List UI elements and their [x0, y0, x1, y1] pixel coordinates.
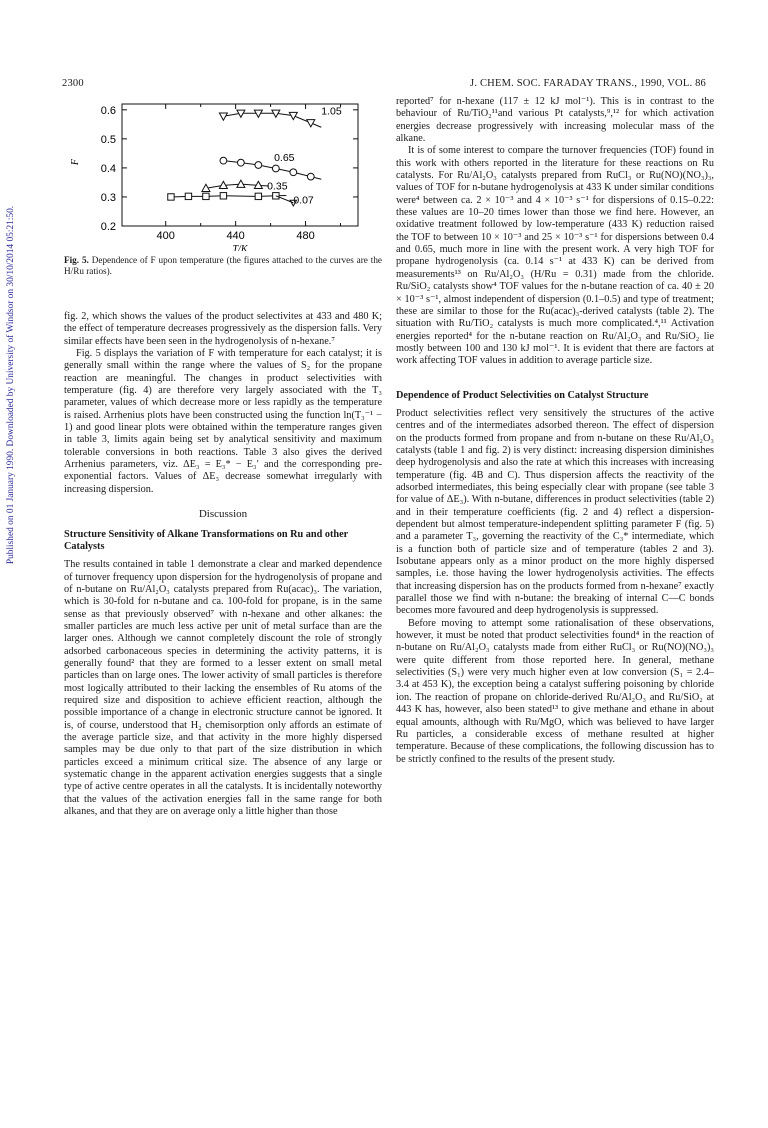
caption-text: Dependence of F upon temperature (the figures attached to the curves are the H/Ru ratios). [64, 255, 382, 276]
caption-label: Fig. 5. [64, 255, 89, 265]
x-tick-label: 440 [226, 230, 245, 242]
figure-caption [64, 255, 382, 277]
data-point [255, 193, 261, 199]
right-paragraph-3: Product selectivities reflect very sensitively the structures of the active centres and of the intermediates adsorbed thereon. The effect of dispersion on the products formed from propane and from n-butane on these Ru/Al₂O₃ catalysts (table 1 and fig. 2) is very distinct: increasing dispersion diminishes deep hydrogenolysis and also the rate at which this increases with increasing temperature (fig. 4B and C). Thus dispersion affects the reactivity of the adsorbed intermediates, this being especially clear with propane (see table 3 for value of ΔE₃). With n-butane, differences in product selectivities (table 2) and in their temperature coefficients (fig. 2 and 4) reflect a dispersion-dependent but almost temperature-independent splitting parameter F (fig. 5) and a parameter T₃, governing the reactivity of the C₃* intermediate, which is a function both of particle size and of temperature (tables 2 and 3). Isobutane appears only as a minor product on the more highly dispersed samples, i.e. those having the lower hydrogenolysis activities. The effects that increasing dispersion has on the products formed from n-hexane⁷ exactly parallel those we find with n-butane: the breaking of internal C—C bonds becomes more favoured and deep hydrogenolysis is suppressed. [396, 407, 714, 617]
data-point [307, 120, 315, 127]
x-tick-label: 400 [156, 230, 175, 242]
figure-5 [64, 96, 382, 251]
left-column [64, 96, 382, 818]
left-paragraph-3: The results contained in table 1 demonstrate a clear and marked dependence of turnover frequency upon dispersion for the hydrogenolysis of propane and of n-butane on Ru/Al₂O₃ catalysts prepared from Ru(acac)₃. The variation, which is 30-fold for n-butane and ca. 100-fold for propane, is in the same sense as that previously observed⁷ with n-hexane and other alkanes: the smaller particles are much less active per unit of metal surface than are the larger ones. Although we cannot completely discount the role of strongly adsorbed carbonaceous species in determining the activity patterns, it is generally found² that they are formed to a lesser extent on small metal particles than on large ones. The lower activity of small particles is therefore most logically attributed to their lacking the ensembles of Ru atoms of the required size and disposition to achieve efficient reaction, although the possible importance of a change in electronic structure cannot be ignored. It is, of course, understood that H₂ chemisorption only affords an estimate of the average particle size, and that activity in the more highly dispersed samples may be due only to that part of the size distribution in which particles exceed a minimum critical size. The absence of any large or systematic change in the apparent activation energies suggests that a single type of active centre operates in all the catalysts. It is incidentally noteworthy that the values of the activation energies fall in the same range for both alkanes, and that they are on average only a little higher than those [64, 559, 382, 818]
series-label: 1.05 [321, 105, 342, 118]
series-label: 0.35 [267, 180, 288, 193]
data-point [255, 162, 262, 169]
y-tick-label: 0.4 [100, 162, 116, 175]
publication-notice: Published on 01 January 1990. Downloaded by University of Windsor on 30/10/2014 05:21:50. [6, 205, 16, 565]
x-tick-label: 480 [296, 230, 315, 242]
figure-5-chart [64, 96, 382, 251]
data-point [289, 112, 297, 119]
data-point [168, 194, 174, 200]
y-axis-label: F [70, 159, 81, 166]
y-tick-label: 0.5 [100, 133, 116, 146]
left-paragraph-2: Fig. 5 displays the variation of F with temperature for each catalyst; it is generally small within the range where the values of S₂ for the propane reaction are meaningful. The changes in product selectivities with temperature (fig. 4) are therefore very largely associated with the T₃ parameter, values of which decrease more or less rapidly as the temperature is raised. Arrhenius plots have been constructed using the function ln(T₃⁻¹ − 1) and good linear plots were obtained within the temperature ranges given in table 3, limits again being set by analytical sensitivity and maximum tolerable conversions in both reactions. Table 3 also gives the derived Arrhenius parameters, viz. ΔE₃ = E₃* − E₃′ and the corresponding pre-exponential factors. Values of ΔE₃ decrease somewhat irregularly with increasing dispersion. [64, 348, 382, 495]
publication-sidebar [4, 150, 18, 620]
right-paragraph-1: reported⁷ for n-hexane (117 ± 12 kJ mol⁻¹). This is in contrast to the behaviour of Ru/TiO₂¹¹and various Pt catalysts,⁹,¹² for which activation energies decrease progressively with increasing molecular mass of the alkane. [396, 96, 714, 145]
data-point [272, 165, 279, 172]
journal-header: J. CHEM. SOC. FARADAY TRANS., 1990, VOL. 86 [470, 78, 706, 89]
y-tick-label: 0.3 [100, 191, 116, 204]
subsection-heading-product-selectivities: Dependence of Product Selectivities on Catalyst Structure [396, 389, 649, 401]
y-tick-label: 0.6 [100, 104, 116, 117]
right-column [396, 96, 714, 766]
left-paragraph-1: fig. 2, which shows the values of the product selectivites at 433 and 480 K; the effect of temperature decreases progressively as the dispersion falls. Very similar effects have been seen in the hydrogenolysis of n-hexane.⁷ [64, 311, 382, 347]
data-point [290, 169, 297, 176]
data-point [220, 157, 227, 164]
data-point [220, 193, 226, 199]
series-label: 0.07 [293, 194, 314, 207]
data-point [219, 113, 227, 120]
data-point [237, 180, 245, 187]
section-heading-discussion: Discussion [198, 508, 248, 521]
subsection-heading-structure-sensitivity: Structure Sensitivity of Alkane Transformations on Ru and other Catalysts [64, 528, 348, 552]
data-point [185, 193, 191, 199]
y-tick-label: 0.2 [100, 221, 116, 233]
right-paragraph-4: Before moving to attempt some rationalisation of these observations, however, it must be noted that product selectivities found⁴ in the reaction of n-butane on Ru/Al₂O₃ catalysts made from either RuCl₃ or Ru(NO)(NO₃)₃ were quite different from those reported here. In general, methane selectivities (S₁) were very much higher even at low conversion (S₁ = 2.4–3.4 at 453 K), the exception being a catalyst suffering poisoning by chloride ion. The reaction of propane on chloride-derived Ru/Al₂O₃ and Ru/SiO₂ at 443 K has, however, also been stated¹³ to give methane and ethane in about equal amounts, although with Ru/MgO, which was believed to have larger Ru particles, a considerable excess of methane resulted at higher temperature. Because of these complications, the following discussion has to be strictly confined to the results of the present study. [396, 617, 714, 765]
data-point [203, 193, 209, 199]
right-paragraph-2: It is of some interest to compare the turnover frequencies (TOF) found in this work with others reported in the literature for these reactions on Ru catalysts. For Ru/Al₂O₃ catalysts prepared from RuCl₃ or Ru(NO)(NO₃)₃, values of TOF for n-butane hydrogenolysis at 433 K under similar conditions were⁴ between ca. 2 × 10⁻³ and 4 × 10⁻³ s⁻¹ for dispersions of 0.15–0.22: these values are 10–20 times lower than those we find here. However, an oxidative treatment followed by low-temperature (433 K) reduction raised the TOF to between 10 × 10⁻³ and 25 × 10⁻³ s⁻¹ for dispersions between 0.4 and 0.65, much more in line with the present work. A very high TOF for propane hydrogenolysis (ca. 0.14 s⁻¹ at 433 K) can be derived from measurements¹³ on Ru/Al₂O₃ (H/Ru = 0.31) made from the chloride. Ru/SiO₂ catalysts show⁴ TOF values for the n-butane reaction of ca. 40 ± 20 × 10⁻³ s⁻¹, almost independent of dispersion (0.1–0.5) and type of treatment; these are similar to those for the Ru(acac)₃-derived catalysts (table 2). The situation with Ru/TiO₂ catalysts is much more complicated.⁴,¹¹ Activation energies reported⁴ for the n-butane reaction on Ru/Al₂O₃ and Ru/SiO₂ lie mostly between 100 and 130 kJ mol⁻¹. It is evident that there are factors at work affecting TOF values in addition to average particle size. [396, 145, 714, 367]
series-label: 0.65 [274, 151, 295, 164]
x-axis-label: T/K [232, 244, 248, 251]
data-point [307, 173, 314, 180]
data-point [237, 159, 244, 166]
page-number: 2300 [62, 78, 84, 89]
